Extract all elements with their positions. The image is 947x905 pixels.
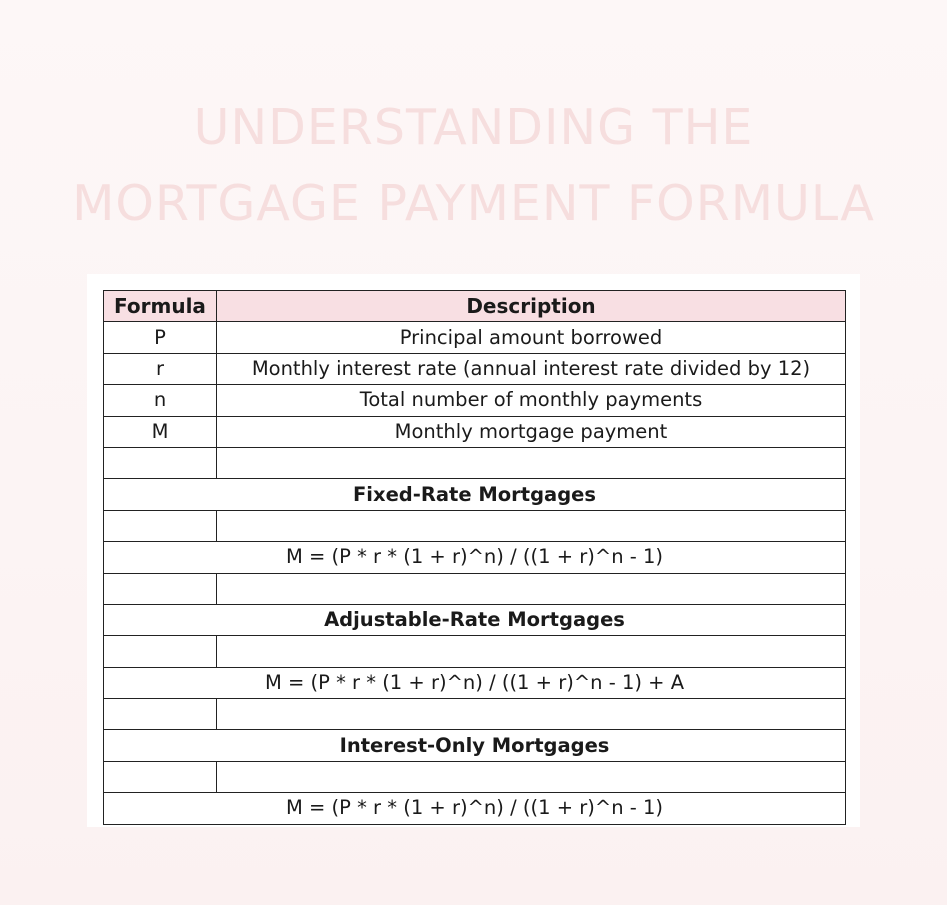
empty-row [104,636,846,667]
empty-cell[interactable] [217,573,846,604]
empty-cell[interactable] [217,510,846,541]
empty-cell[interactable] [217,636,846,667]
description-cell[interactable]: Monthly interest rate (annual interest rate divided by 12) [217,353,846,384]
formula-fixed-rate[interactable]: M = (P * r * (1 + r)^n) / ((1 + r)^n - 1) [104,542,846,573]
section-row-interest-only [104,730,846,761]
empty-cell[interactable] [104,699,217,730]
empty-cell[interactable] [104,761,217,792]
symbol-cell[interactable]: P [104,322,217,353]
empty-cell[interactable] [217,761,846,792]
empty-row [104,761,846,792]
symbol-cell[interactable]: r [104,353,217,384]
empty-cell[interactable] [104,447,217,478]
empty-row [104,447,846,478]
section-heading-interest-only[interactable]: Interest-Only Mortgages [104,730,846,761]
table-row [104,416,846,447]
table-row [104,322,846,353]
empty-row [104,573,846,604]
empty-cell[interactable] [217,699,846,730]
section-heading-fixed-rate[interactable]: Fixed-Rate Mortgages [104,479,846,510]
formula-row-interest-only [104,793,846,824]
description-cell[interactable]: Total number of monthly payments [217,385,846,416]
empty-row [104,699,846,730]
header-row [104,291,846,322]
table-row [104,385,846,416]
formula-row-fixed [104,542,846,573]
page-title-line-2: MORTGAGE PAYMENT FORMULA [72,175,875,232]
page-title-line-1: UNDERSTANDING THE [193,99,754,156]
empty-row [104,510,846,541]
formula-interest-only[interactable]: M = (P * r * (1 + r)^n) / ((1 + r)^n - 1) [104,793,846,824]
symbol-cell[interactable]: n [104,385,217,416]
empty-cell[interactable] [104,573,217,604]
formula-row-adjustable [104,667,846,698]
empty-cell[interactable] [104,636,217,667]
header-description[interactable]: Description [217,291,846,322]
section-row-adjustable [104,604,846,635]
header-formula[interactable]: Formula [104,291,217,322]
formula-table [103,290,846,825]
table-row [104,353,846,384]
description-cell[interactable]: Principal amount borrowed [217,322,846,353]
section-row-fixed [104,479,846,510]
section-heading-adjustable-rate[interactable]: Adjustable-Rate Mortgages [104,604,846,635]
empty-cell[interactable] [217,447,846,478]
symbol-cell[interactable]: M [104,416,217,447]
description-cell[interactable]: Monthly mortgage payment [217,416,846,447]
formula-adjustable-rate[interactable]: M = (P * r * (1 + r)^n) / ((1 + r)^n - 1) + A [104,667,846,698]
empty-cell[interactable] [104,510,217,541]
